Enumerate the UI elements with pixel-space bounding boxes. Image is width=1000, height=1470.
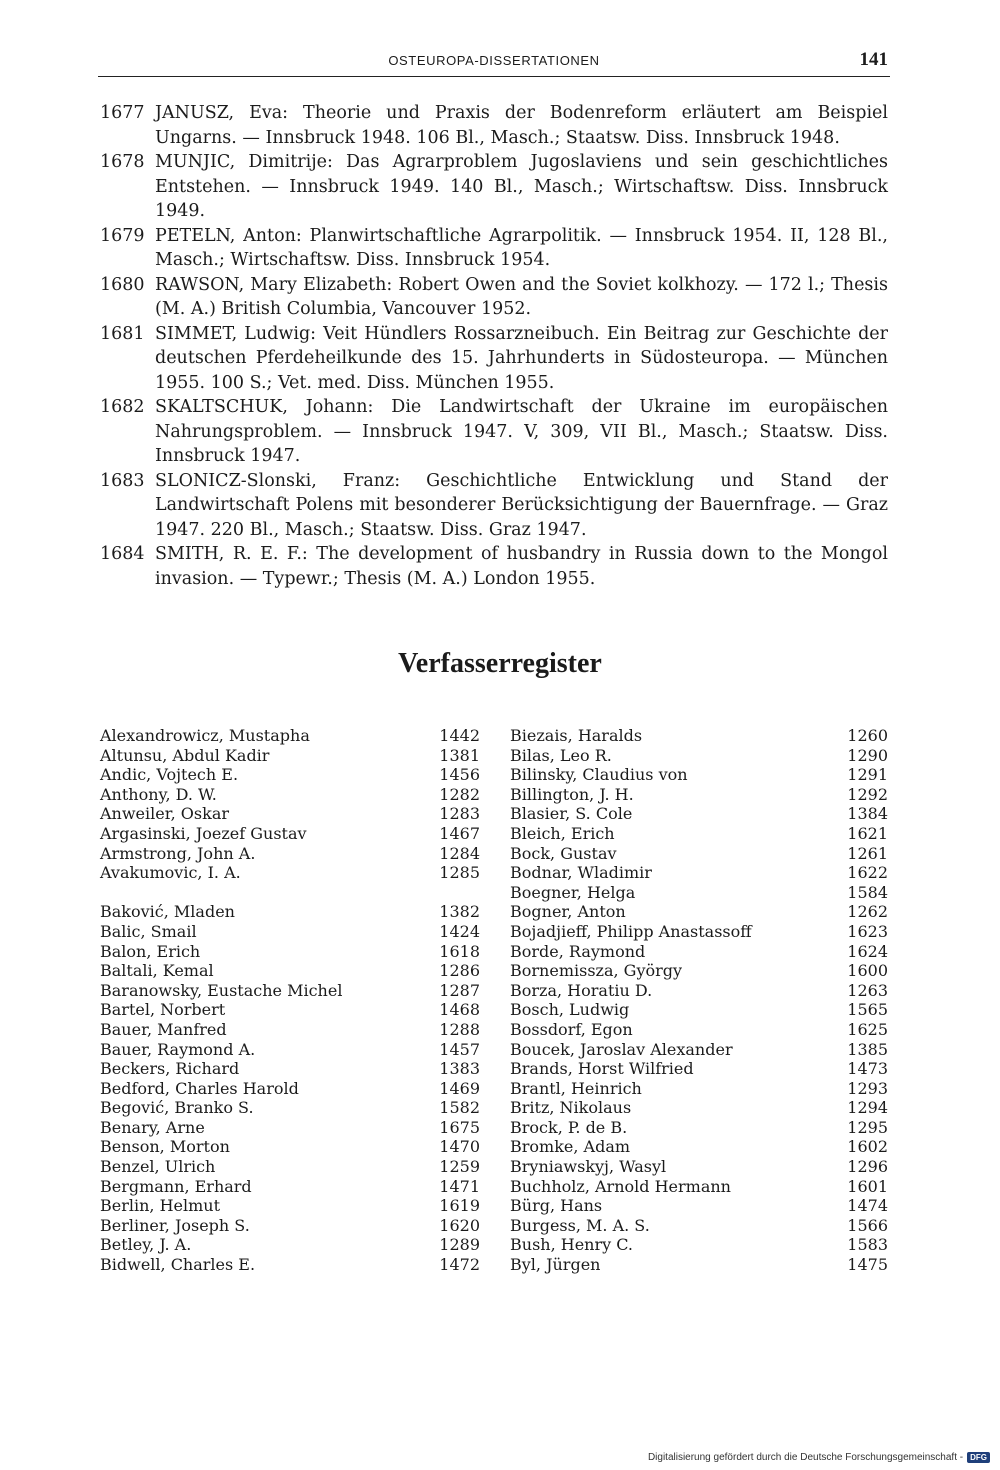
author-name: Bürg, Hans [510, 1196, 603, 1216]
index-row [100, 1098, 480, 1118]
index-row [510, 824, 888, 844]
entry-reference-number: 1295 [847, 1117, 888, 1137]
index-row [510, 1255, 888, 1275]
bibliography-entry [100, 322, 888, 396]
author-name: Boucek, Jaroslav Alexander [510, 1039, 733, 1059]
index-row [100, 1196, 480, 1216]
entry-reference-number: 1619 [439, 1196, 480, 1216]
entry-reference-number: 1260 [847, 726, 888, 745]
index-row [510, 1000, 888, 1020]
index-row [100, 1118, 480, 1138]
entry-reference-number: 1292 [847, 784, 888, 804]
author-name: Byl, Jürgen [510, 1255, 601, 1275]
entry-reference-number: 1457 [439, 1039, 480, 1059]
entry-reference-number: 1468 [439, 1000, 480, 1020]
author-index-right-column [510, 726, 888, 1275]
entry-text: SKALTSCHUK, Johann: Die Landwirtschaft der Ukraine im europäischen Nahrungsproblem. — Innsbruck 1947. V, 309, VII Bl., Masch.; Staatsw. Diss. Innsbruck 1947. [155, 397, 888, 466]
author-name: Bidwell, Charles E. [100, 1255, 256, 1275]
index-row [100, 1079, 480, 1099]
index-row [100, 1177, 480, 1197]
index-row [100, 1020, 480, 1040]
entry-reference-number: 1259 [439, 1157, 480, 1177]
author-name: Baranowsky, Eustache Michel [100, 980, 343, 1000]
index-row [510, 1137, 888, 1157]
entry-text: JANUSZ, Eva: Theorie und Praxis der Bodenreform erläutert am Beispiel Ungarns. — Innsbruck 1948. 106 Bl., Masch.; Staatsw. Diss. Innsbruck 1948. [155, 103, 888, 148]
entry-reference-number: 1382 [439, 902, 480, 922]
bibliography-entry [100, 101, 888, 150]
author-name: Bromke, Adam [510, 1137, 631, 1157]
author-name: Berlin, Helmut [100, 1196, 221, 1216]
author-name: Bogner, Anton [510, 902, 626, 922]
index-row [100, 922, 480, 942]
entry-reference-number: 1286 [439, 961, 480, 981]
author-name: Bryniawskyj, Wasyl [510, 1157, 667, 1177]
author-name: Andic, Vojtech E. [100, 765, 239, 785]
index-row [100, 1235, 480, 1255]
entry-reference-number: 1291 [847, 765, 888, 785]
entry-number: 1678 [100, 152, 145, 172]
index-row [510, 1098, 888, 1118]
index-row [100, 804, 480, 824]
author-name: Burgess, M. A. S. [510, 1215, 650, 1235]
entry-reference-number: 1456 [439, 765, 480, 785]
index-row [100, 785, 480, 805]
author-name: Borde, Raymond [510, 941, 646, 961]
entry-number: 1681 [100, 323, 145, 344]
index-row [510, 981, 888, 1001]
entry-reference-number: 1288 [439, 1019, 480, 1039]
author-name: Benary, Arne [100, 1117, 205, 1137]
entry-reference-number: 1284 [439, 843, 480, 863]
author-name: Betley, J. A. [100, 1235, 192, 1255]
entry-reference-number: 1467 [439, 823, 480, 843]
author-name: Bock, Gustav [510, 843, 617, 863]
entry-reference-number: 1618 [439, 941, 480, 961]
author-name: Balic, Smail [100, 921, 197, 941]
author-name: Bilas, Leo R. [510, 745, 612, 765]
entry-reference-number: 1261 [847, 843, 888, 863]
entry-reference-number: 1624 [847, 941, 888, 961]
entry-number: 1680 [100, 274, 145, 295]
author-name: Baltali, Kemal [100, 961, 214, 981]
entry-number: 1682 [100, 397, 145, 417]
author-name: Billington, J. H. [510, 784, 634, 804]
author-name: Biezais, Haralds [510, 726, 643, 745]
index-row [510, 961, 888, 981]
entry-reference-number: 1602 [847, 1137, 888, 1157]
author-name: Borza, Horatiu D. [510, 980, 653, 1000]
author-name: Argasinski, Joezef Gustav [100, 823, 307, 843]
bibliography-entry [100, 224, 888, 273]
entry-number: 1677 [100, 103, 145, 123]
entry-reference-number: 1287 [439, 980, 480, 1000]
index-row [100, 844, 480, 864]
index-row [510, 883, 888, 903]
index-row [510, 1079, 888, 1099]
author-name: Buchholz, Arnold Hermann [510, 1176, 731, 1196]
entry-text: SMITH, R. E. F.: The development of husbandry in Russia down to the Mongol invasion. — Typewr.; Thesis (M. A.) London 1955. [155, 544, 888, 589]
author-name: Bosch, Ludwig [510, 1000, 630, 1020]
index-row [510, 785, 888, 805]
index-row [100, 981, 480, 1001]
index-row [510, 804, 888, 824]
index-row [510, 1059, 888, 1079]
author-name: Benson, Morton [100, 1137, 230, 1157]
entry-number: 1684 [100, 544, 145, 564]
entry-reference-number: 1582 [439, 1098, 480, 1118]
entry-reference-number: 1583 [847, 1235, 888, 1255]
index-row [100, 1059, 480, 1079]
author-name: Baković, Mladen [100, 902, 235, 922]
entry-reference-number: 1621 [847, 823, 888, 843]
index-row [100, 942, 480, 962]
author-name: Armstrong, John A. [100, 843, 256, 863]
entry-reference-number: 1283 [439, 804, 480, 824]
author-name: Blasier, S. Cole [510, 804, 633, 824]
author-name: Begović, Branko S. [100, 1098, 254, 1118]
entry-reference-number: 1285 [439, 863, 480, 883]
entry-reference-number: 1565 [847, 1000, 888, 1020]
author-name: Brands, Horst Wilfried [510, 1059, 694, 1079]
author-name: Balon, Erich [100, 941, 201, 961]
entry-reference-number: 1262 [847, 902, 888, 922]
author-name: Bodnar, Wladimir [510, 863, 652, 883]
author-name: Bauer, Manfred [100, 1019, 227, 1039]
index-row [100, 902, 480, 922]
author-name: Brantl, Heinrich [510, 1078, 642, 1098]
entry-text: MUNJIC, Dimitrije: Das Agrarproblem Jugoslaviens und sein geschichtliches Entstehen. — Innsbruck 1949. 140 Bl., Masch.; Wirtschaftsw. Diss. Innsbruck 1949. [155, 152, 888, 221]
index-row [100, 726, 480, 746]
entry-reference-number: 1675 [439, 1117, 480, 1137]
author-name: Beckers, Richard [100, 1059, 240, 1079]
entry-reference-number: 1600 [847, 961, 888, 981]
index-row [510, 1196, 888, 1216]
entry-reference-number: 1620 [439, 1215, 480, 1235]
index-row [510, 1040, 888, 1060]
index-row [100, 746, 480, 766]
page-number: 141 [859, 49, 888, 70]
entry-reference-number: 1601 [847, 1176, 888, 1196]
entry-reference-number: 1385 [847, 1039, 888, 1059]
author-name: Brock, P. de B. [510, 1117, 628, 1137]
author-name: Bojadjieff, Philipp Anastassoff [510, 921, 752, 941]
section-title: Verfasserregister [398, 648, 602, 679]
author-name: Bleich, Erich [510, 823, 615, 843]
index-row [100, 1040, 480, 1060]
index-row [100, 863, 480, 883]
entry-number: 1683 [100, 470, 145, 491]
entry-reference-number: 1473 [847, 1059, 888, 1079]
index-row [100, 1000, 480, 1020]
entry-reference-number: 1625 [847, 1019, 888, 1039]
index-row [510, 1216, 888, 1236]
index-row [510, 1157, 888, 1177]
author-name: Bergmann, Erhard [100, 1176, 252, 1196]
entry-reference-number: 1472 [439, 1255, 480, 1275]
author-name: Berliner, Joseph S. [100, 1215, 250, 1235]
index-row [510, 1235, 888, 1255]
bibliography-entry [100, 469, 888, 543]
author-index-left-column [100, 726, 480, 1275]
index-row [510, 765, 888, 785]
author-name: Anthony, D. W. [100, 784, 217, 804]
entry-reference-number: 1566 [847, 1215, 888, 1235]
entry-text: SIMMET, Ludwig: Veit Hündlers Rossarzneibuch. Ein Beitrag zur Geschichte der deutschen Pferdeheilkunde des 15. Jahrhunderts in Südosteuropa. — München 1955. 100 S.; Vet. med. Diss. München 1955. [155, 323, 888, 393]
entry-reference-number: 1381 [439, 745, 480, 765]
author-name: Britz, Nikolaus [510, 1098, 632, 1118]
index-row [100, 1157, 480, 1177]
entry-reference-number: 1469 [439, 1078, 480, 1098]
bibliography-entries [100, 101, 888, 591]
index-row [100, 824, 480, 844]
index-row [100, 765, 480, 785]
index-row [100, 1216, 480, 1236]
entry-reference-number: 1263 [847, 980, 888, 1000]
entry-reference-number: 1294 [847, 1098, 888, 1118]
running-title: OSTEUROPA-DISSERTATIONEN [388, 53, 600, 68]
index-row [510, 902, 888, 922]
index-row [100, 961, 480, 981]
entry-reference-number: 1442 [439, 726, 480, 745]
index-row [510, 746, 888, 766]
index-row [510, 844, 888, 864]
entry-number: 1679 [100, 225, 145, 246]
footer-credit: Digitalisierung gefördert durch die Deutsche Forschungsgemeinschaft - [647, 1452, 964, 1463]
author-name: Altunsu, Abdul Kadir [100, 745, 270, 765]
index-row [510, 863, 888, 883]
author-name: Bornemissza, György [510, 961, 683, 981]
author-name: Alexandrowicz, Mustapha [100, 726, 310, 745]
author-name: Anweiler, Oskar [100, 804, 229, 824]
index-row [100, 1255, 480, 1275]
bibliography-entry [100, 273, 888, 322]
entry-reference-number: 1296 [847, 1157, 888, 1177]
entry-text: RAWSON, Mary Elizabeth: Robert Owen and the Soviet kolkhozy. — 172 l.; Thesis (M. A.) British Columbia, Vancouver 1952. [155, 274, 888, 319]
bibliography-entry [100, 542, 888, 591]
index-row [100, 1137, 480, 1157]
author-name: Bauer, Raymond A. [100, 1039, 256, 1059]
entry-reference-number: 1622 [847, 863, 888, 883]
index-row [510, 1177, 888, 1197]
entry-reference-number: 1475 [847, 1255, 888, 1275]
author-name: Bedford, Charles Harold [100, 1078, 299, 1098]
index-row [510, 922, 888, 942]
index-row [510, 942, 888, 962]
entry-reference-number: 1623 [847, 921, 888, 941]
dfg-logo: DFG [967, 1452, 990, 1463]
author-name: Avakumovic, I. A. [100, 863, 241, 883]
entry-reference-number: 1384 [847, 804, 888, 824]
page-header [98, 48, 890, 77]
entry-reference-number: 1290 [847, 745, 888, 765]
index-letter-gap [100, 883, 480, 903]
entry-reference-number: 1293 [847, 1078, 888, 1098]
index-row [510, 1118, 888, 1138]
index-row [510, 1020, 888, 1040]
author-name: Benzel, Ulrich [100, 1157, 216, 1177]
entry-text: SLONICZ-Slonski, Franz: Geschichtliche Entwicklung und Stand der Landwirtschaft Polens mit besonderer Berücksichtigung der Bauernfrage. — Graz 1947. 220 Bl., Masch.; Staatsw. Diss. Graz 1947. [155, 470, 888, 540]
entry-reference-number: 1471 [439, 1176, 480, 1196]
author-name: Bartel, Norbert [100, 1000, 226, 1020]
author-name: Bossdorf, Egon [510, 1019, 633, 1039]
bibliography-entry [100, 395, 888, 469]
footer [648, 1452, 990, 1463]
entry-reference-number: 1289 [439, 1235, 480, 1255]
entry-reference-number: 1470 [439, 1137, 480, 1157]
author-name: Bilinsky, Claudius von [510, 765, 688, 785]
entry-reference-number: 1282 [439, 784, 480, 804]
index-row [510, 726, 888, 746]
author-name: Boegner, Helga [510, 882, 636, 902]
author-name: Bush, Henry C. [510, 1235, 634, 1255]
entry-reference-number: 1424 [439, 921, 480, 941]
entry-text: PETELN, Anton: Planwirtschaftliche Agrarpolitik. — Innsbruck 1954. II, 128 Bl., Masch.; Wirtschaftsw. Diss. Innsbruck 1954. [155, 225, 888, 270]
bibliography-entry [100, 150, 888, 224]
entry-reference-number: 1383 [439, 1059, 480, 1079]
entry-reference-number: 1584 [847, 882, 888, 902]
entry-reference-number: 1474 [847, 1196, 888, 1216]
